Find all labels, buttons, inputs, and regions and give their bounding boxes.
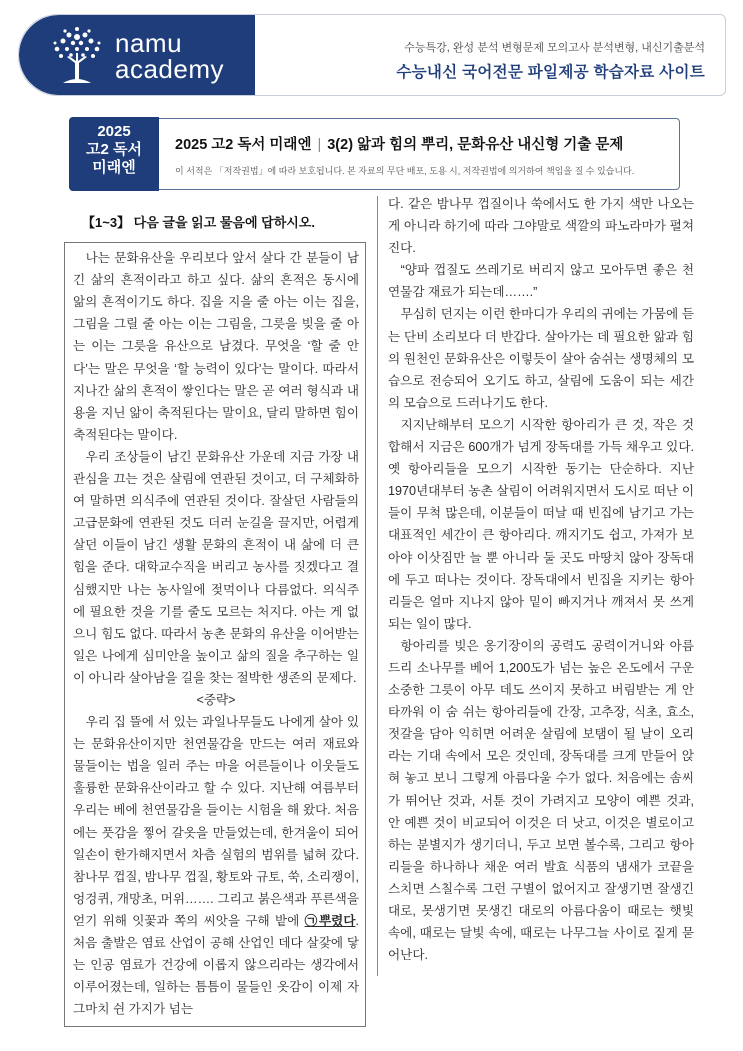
- header-tagline: 수능특강, 완성 분석 변형문제 모의고사 분석변형, 내신기출분석: [404, 42, 705, 54]
- question-instruction: 【1~3】 다음 글을 읽고 물음에 답하시오.: [82, 215, 315, 230]
- passage-box: [64, 242, 366, 1027]
- passage-paragraph: 지지난해부터 모으기 시작한 항아리가 큰 것, 작은 것 합해서 지금은 600개가 넘게 장독대를 가득 채우고 있다. 옛 항아리들을 모으기 시작한 동기는 단순하다. 지난 1970년대부터 농촌 살림이 어려워지면서 도시로 떠난 이들이 무척 많은데, 이분들이 떠날 때 빈집에 남기고 가는 대표적인 세간이 큰 항아리다. 깨지기도 쉽고, 가져가 보아야 이삿짐만 늘 뿐 아니라 둘 곳도 마땅치 않아 장독대에 두고 떠나는 것이다. 장독대에서 빈집을 지키는 항아리들은 얼마 지나지 않아 밑이 빠지거나 깨져서 못 쓰게 되는 일이 많다.: [388, 417, 694, 631]
- site-title[interactable]: 수능내신 국어전문 파일제공 학습자료 사이트: [396, 64, 705, 81]
- page-title: [175, 133, 623, 154]
- passage-paragraph: 우리 조상들이 남긴 문화유산 가운데 지금 가장 내 관심을 끄는 것은 살림에 연관된 것이고, 더 구체화하여 말하면 의식주에 연관된 것이다. 잘살던 사람들의 고급문화에 연관된 것도 더러 눈길을 끌지만, 어렵게 살던 이들이 남긴 생활 문화의 흔적이 내 삶에 더 큰 힘을 준다. 대학교수직을 버리고 농사를 짓겠다고 결심했지만 나는 농사일에 젖먹이나 다름없다. 의식주에 필요한 것을 기를 줄도 모르는 처지다. 아는 게 없으니 힘도 없다. 따라서 농촌 문화의 유산을 이어받는 일은 나에게 심미안을 높이고 삶의 질을 추구하는 일이 아니라 살아남을 길을 찾는 절박한 생존의 문제다.: [73, 449, 359, 685]
- brand-line1: namu: [115, 28, 183, 58]
- badge-year: 2025: [97, 123, 131, 140]
- grade-badge: [69, 117, 159, 191]
- left-column: [64, 212, 366, 1027]
- passage-paragraph: 무심히 던지는 이런 한마디가 우리의 귀에는 가뭄에 듣는 단비 소리보다 더 반갑다. 살아가는 데 필요한 앎과 힘의 원천인 문화유산은 이렇듯이 살아 숨쉬는 생명체의 모습으로 전승되어 오기도 하고, 살림에 도움이 되는 세간의 모습으로 드러나기도 한다.: [388, 307, 694, 410]
- passage-paragraph: [73, 711, 359, 1020]
- title-part2: 3(2) 앎과 힘의 뿌리, 문화유산 내신형 기출 문제: [327, 137, 624, 153]
- passage-paragraph: 나는 문화유산을 우리보다 앞서 살다 간 분들이 남긴 삶의 흔적이라고 하고 싶다. 삶의 흔적은 동시에 앎의 흔적이기도 하다. 집을 지을 줄 아는 이는 집을, 그림을 그릴 줄 아는 이는 그림을, 그릇을 빚을 줄 아는 이는 그릇을 유산으로 남겼다. 무엇을 ‘할 줄 안다’는 말은 무엇을 ‘할 능력이 있다’는 말이다. 따라서 지나간 삶의 흔적이 쌓인다는 말은 곧 여러 형식과 내용을 지닌 앎이 축적된다는 말이요, 달리 말하면 힘이 축적된다는 말이다.: [73, 251, 359, 442]
- brand-line2: academy: [115, 54, 224, 84]
- right-column: [388, 193, 694, 966]
- passage-paragraph: 항아리를 빚은 옹기장이의 공력도 공력이거니와 아름드리 소나무를 베어 1,200도가 넘는 높은 온도에서 구운 소중한 그릇이 아무 데도 쓰이지 못하고 버림받는 게 안타까워 이 숨 쉬는 항아리들에 간장, 고추장, 식초, 효소, 젓갈을 담아 익히면 어려운 살림에 보탬이 될 날이 오리라는 기대 속에서 모은 것인데, 장독대를 크게 만들어 앉혀 놓고 보니 그렇게 아름다울 수가 없다. 처음에는 솜씨가 뛰어난 것과, 서툰 것이 가려지고 모양이 예쁜 것과, 안 예쁜 것이 비교되어 이것은 더 낫고, 이것은 별로이고 하는 분별지가 생기더니, 두고 보면 볼수록, 그리고 항아리들을 하나하나 채운 여러 발효 식품의 냄새가 코끝을 스치면 스칠수록 그런 구별이 없어지고 잘생기면 잘생긴 대로, 못생기면 못생긴 대로의 아름다움이 때로는 햇빛 속에, 때로는 달빛 속에, 때로는 나무그늘 사이로 짙게 묻어난다.: [388, 638, 694, 963]
- copyright-notice: 이 서적은 「저작권법」에 따라 보호됩니다. 본 자료의 무단 배포, 도용 시, 저작권법에 의거하여 책임을 질 수 있습니다.: [175, 166, 635, 176]
- quoted-line: “양파 껍질도 쓰레기로 버리지 않고 모아두면 좋은 천연물감 재료가 되는데…….”: [388, 263, 694, 300]
- document-title-band: [70, 118, 680, 190]
- passage-continuation: 다. 같은 밤나무 껍질이나 쑥에서도 한 가지 색만 나오는 게 아니라 하기에 따라 그야말로 색깔의 파노라마가 펼쳐진다.: [388, 197, 694, 256]
- paragraph-text: . 처음 출발은 염료 산업이 공해 산업인 데다 살갗에 닿는 인공 염료가 건강에 이롭지 않으리라는 생각에서 이루어졌는데, 일하는 틈틈이 물들인 옷감이 이제 자그마치 쉰 가지가 넘는: [73, 913, 359, 1017]
- column-divider: [377, 196, 378, 976]
- omission-marker: <중략>: [196, 692, 236, 707]
- marked-word: ㉠뿌렸다: [304, 913, 356, 928]
- brand-name: [115, 28, 224, 84]
- brand-logo[interactable]: [19, 15, 255, 95]
- paragraph-text: 우리 집 뜰에 서 있는 과일나무들도 나에게 살아 있는 문화유산이지만 천연물감을 만드는 여러 재료와 물들이는 법을 일러 주는 마을 어른들이나 이웃들도 훌륭한 문화유산이라고 할 수 있다. 지난해 여름부터 우리는 베에 천연물감을 들이는 시험을 해 왔다. 처음에는 풋감을 찧어 갈옷을 만들었는데, 한겨울이 되어 일손이 한가해지면서 차츰 실험의 범위를 넓혀 갔다. 참나무 껍질, 밤나무 껍질, 황토와 규토, 쑥, 소리쟁이, 엉겅퀴, 개망초, 머위……. 그리고 붉은색과 푸른색을 얻기 위해 잇꽃과 쪽의 씨앗을 구해 밭에: [73, 715, 359, 928]
- title-separator: |: [317, 137, 322, 153]
- badge-grade: 고2 독서: [86, 141, 142, 158]
- badge-publisher: 미래엔: [92, 159, 136, 176]
- tree-logo-icon: [45, 23, 109, 87]
- site-header: [18, 14, 726, 96]
- title-part1: 2025 고2 독서 미래엔: [175, 137, 312, 153]
